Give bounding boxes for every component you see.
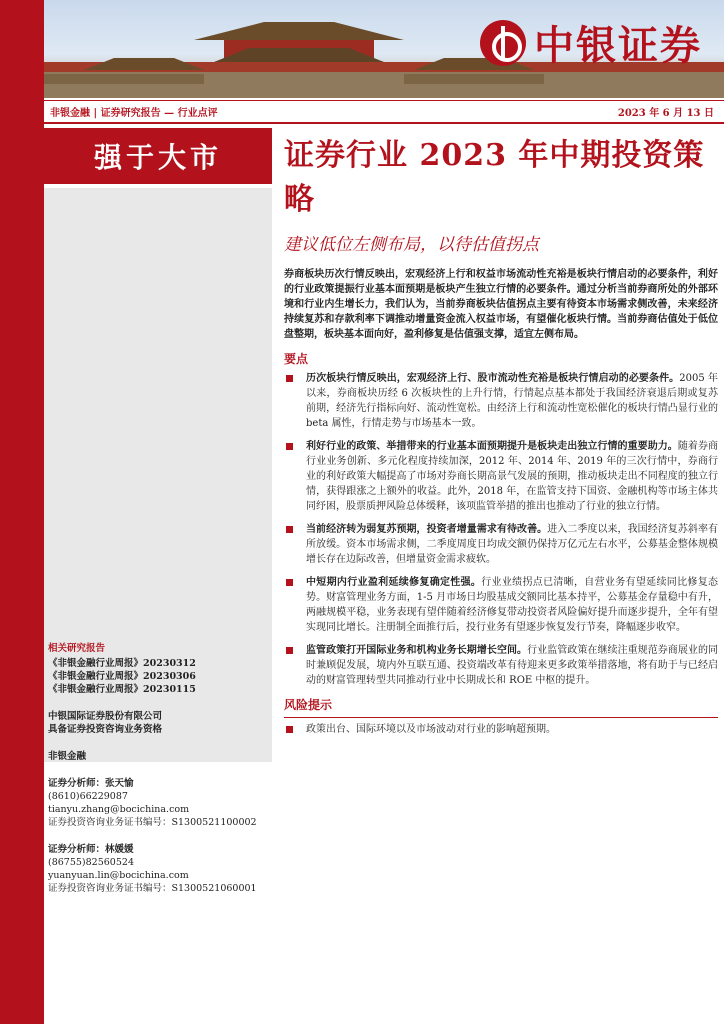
report-title: 证券行业 2023 年中期投资策略 (284, 138, 705, 217)
key-point-item (284, 643, 718, 688)
analyst-cert: 证券投资咨询业务证书编号：S1300521060001 (48, 883, 257, 894)
key-point-text: 行业监管政策在继续注重规范券商展业的同时兼顾促发展，境内外互联互通、投资端改革有待迎来更多政策举措落地，将有助于与已经启动的财富管理转型共同推动行业中长期成长和 ROE 中枢的提升。 (306, 645, 719, 686)
risk-heading: 风险提示 (284, 698, 333, 712)
analyst-phone: (86755)82560524 (48, 857, 134, 868)
company-qualification: 具备证券投资咨询业务资格 (48, 724, 163, 735)
key-point-text: 行业业绩拐点已清晰，自营业务有望延续同比修复态势。财富管理业务方面，1-5 月市场日均股基成交额同比基本持平，公募基金存量稳中有升，两融规模平稳，业务表现有望伴随着经济修复带动投资者风险偏好提升而逐步提升，全年有望实现同比增长。注册制全面推行后，投行业务有望逐步恢复发行节奏，降幅逐步收窄。 (306, 577, 719, 633)
main-content (284, 128, 718, 745)
key-point-item (284, 439, 718, 514)
left-sidebar (44, 128, 272, 1024)
rating-badge: 强于大市 (44, 128, 272, 184)
key-point-item (284, 522, 718, 567)
risk-text: 政策出台、国际环境以及市场波动对行业的影响超预期。 (306, 724, 556, 735)
sector-name: 非银金融 (48, 751, 87, 762)
analyst-cert: 证券投资咨询业务证书编号：S1300521100002 (48, 817, 257, 828)
key-point-lead: 中短期内行业盈利延续修复确定性强。 (306, 577, 482, 588)
key-point-lead: 监管政策打开国际业务和机构业务长期增长空间。 (306, 645, 528, 656)
report-subtitle: 建议低位左侧布局，以待估值拐点 (284, 235, 539, 255)
brand-logo (480, 14, 702, 71)
related-item: 《非银金融行业周报》20230115 (48, 684, 196, 695)
key-point-text: 2005 年以来，券商板块历经 6 次板块性的上升行情，行情起点基本都处于我国经济衰退后期或复苏前期，经济先行指标向好、流动性宽松。由经济上行和流动性宽松催化的板块行情凸显行业的 beta 属性，行情走势与市场基本一致。 (306, 373, 718, 429)
key-point-text: 进入二季度以来，我国经济复苏斜率有所放缓。资本市场需求侧，二季度周度日均成交额仍保持万亿元左右水平，公募基金整体规模增长存在边际改善，但增量资金需求疲软。 (306, 524, 719, 565)
abstract: 券商板块历次行情反映出，宏观经济上行和权益市场流动性充裕是板块行情启动的必要条件，利好的行业政策提振行业基本面预期是板块产生独立行情的必要条件。通过分析当前券商所处的外部环境和行业内生增长力，我们认为，当前券商板块估值拐点主要有待资本市场需求侧改善，未来经济持续复苏和存款利率下调推动增量资金流入权益市场，有望催化板块行情。当前券商估值处于低位盘整期，板块基本面向好，盈利修复是估值强支撑，适宜左侧布局。 (284, 269, 718, 340)
key-point-item (284, 371, 718, 431)
company-name: 中银国际证券股份有限公司 (48, 711, 163, 722)
report-meta-bar (44, 100, 724, 124)
analyst-name: 证券分析师：张天愉 (48, 778, 134, 789)
analyst-email: tianyu.zhang@bocichina.com (48, 804, 190, 815)
key-point-item (284, 575, 718, 635)
side-info (48, 642, 272, 895)
report-category: 非银金融 | 证券研究报告 — 行业点评 (50, 108, 218, 119)
key-point-text: 随着券商行业业务创新、多元化程度持续加深，2012 年、2014 年、2019 年的三次行情中，券商行业的利好政策大幅提高了市场对券商长期高景气发展的预期，推动板块走出不同程度的独立行情，获得跟涨之上额外的收益。此外，2018 年，在监管支持下国资、金融机构等市场主体共同纾困，股票质押风险总体缓释，该项监管举措的推出也推动了行业的独立行情。 (306, 441, 719, 512)
key-point-lead: 当前经济转为弱复苏预期，投资者增量需求有待改善。 (306, 524, 548, 535)
left-accent-bar (0, 0, 44, 1024)
divider (284, 717, 718, 718)
key-point-lead: 历次板块行情反映出，宏观经济上行、股市流动性充裕是板块行情启动的必要条件。 (306, 373, 680, 384)
related-item: 《非银金融行业周报》20230306 (48, 671, 196, 682)
bank-logo-icon (480, 20, 526, 66)
logo-text: 中银证券 (534, 23, 702, 69)
related-item: 《非银金融行业周报》20230312 (48, 658, 196, 669)
report-date: 2023 年 6 月 13 日 (617, 108, 714, 119)
key-points-heading: 要点 (284, 352, 309, 366)
related-title: 相关研究报告 (48, 643, 106, 654)
analyst-email: yuanyuan.lin@bocichina.com (48, 870, 189, 881)
key-point-lead: 利好行业的政策、举措带来的行业基本面预期提升是板块走出独立行情的重要助力。 (306, 441, 678, 452)
analyst-phone: (8610)66229087 (48, 791, 128, 802)
analyst-name: 证券分析师：林媛媛 (48, 844, 134, 855)
header-banner (44, 0, 724, 98)
risk-item (284, 722, 718, 737)
